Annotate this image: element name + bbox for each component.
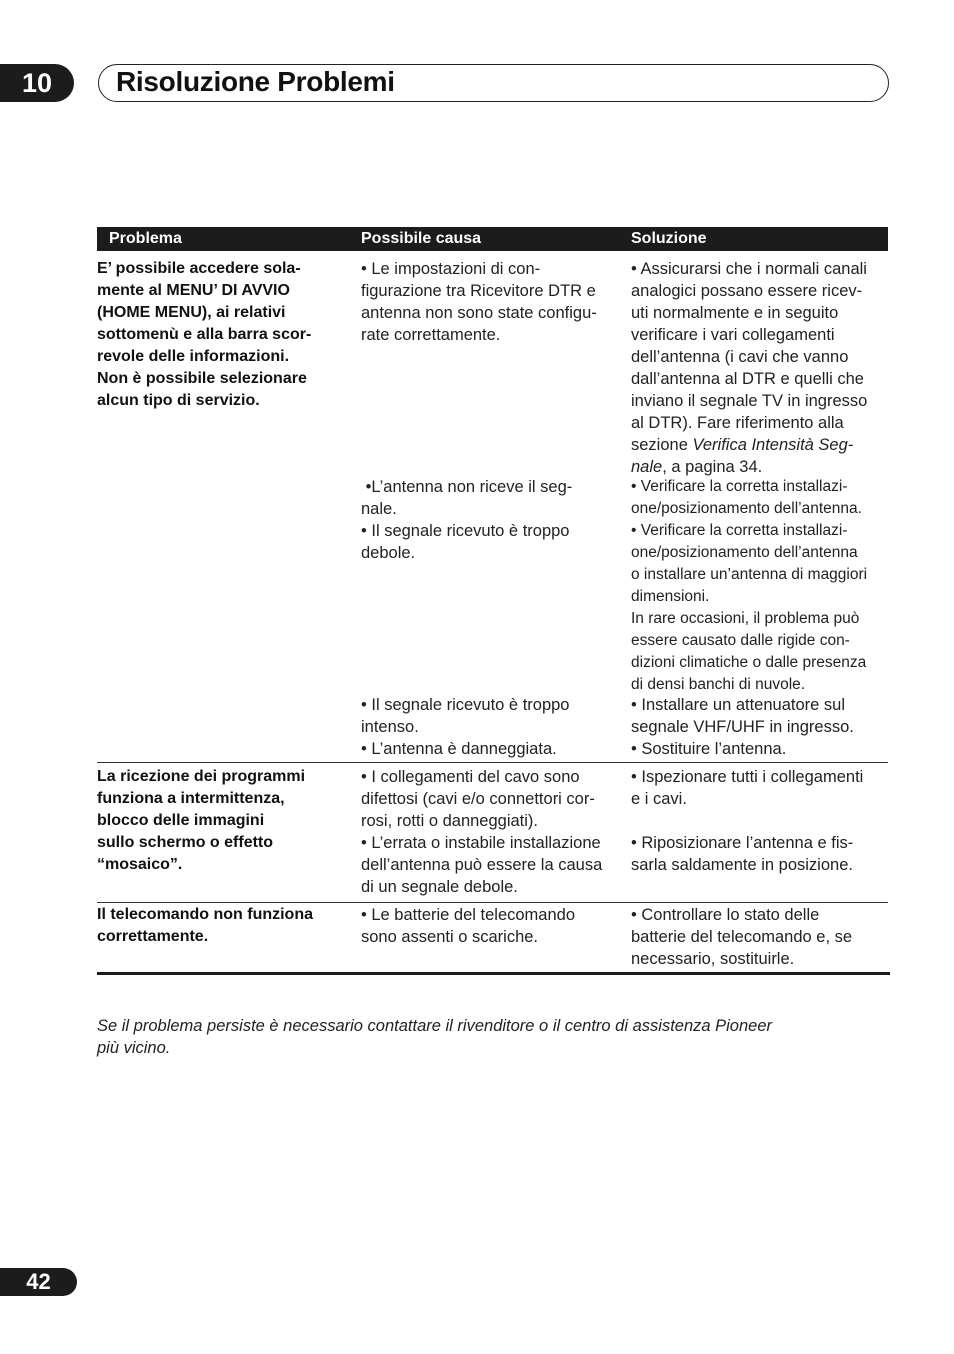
page-title-box (98, 64, 889, 102)
text-line: mente al MENU’ DI AVVIO (97, 282, 290, 299)
text-line: funziona a intermittenza, (97, 790, 285, 807)
text-line: segnale VHF/UHF in ingresso. (631, 718, 854, 736)
text-line: (HOME MENU), ai relativi (97, 304, 286, 321)
text-line: analogici possano essere ricev- (631, 282, 863, 300)
page-number-tab (0, 1268, 77, 1296)
row1-solution-a (631, 258, 867, 478)
text-line: verificare i vari collegamenti (631, 326, 835, 344)
text-line: rosi, rotti o danneggiati). (361, 812, 539, 830)
text-line: nale. (361, 500, 397, 518)
row1-cause-a (361, 258, 597, 346)
page-title: Risoluzione Problemi (116, 66, 395, 97)
text-line: e i cavi. (631, 790, 687, 808)
text-line: In rare occasioni, il problema può (631, 610, 860, 627)
section-reference: nale (631, 458, 663, 476)
text-line: sottomenù e alla barra scor- (97, 326, 312, 343)
text-line: Il telecomando non funziona (97, 906, 313, 923)
text-line: • I collegamenti del cavo sono (361, 768, 580, 786)
row2-problem (97, 766, 305, 876)
text-line: • Assicurarsi che i normali canali (631, 260, 867, 278)
text-line: antenna non sono state configu- (361, 304, 597, 322)
row2-solution-a (631, 766, 863, 810)
text-line: dell’antenna può essere la causa (361, 856, 603, 874)
text-line: “mosaico”. (97, 856, 183, 873)
text-line: di un segnale debole. (361, 878, 518, 896)
text-line: • Le batterie del telecomando (361, 906, 576, 924)
text-line: sullo schermo o effetto (97, 834, 274, 851)
text-line: E’ possibile accedere sola- (97, 260, 301, 277)
text-line: • Controllare lo stato delle (631, 906, 820, 924)
row3-cause (361, 904, 575, 948)
text-line: • Verificare la corretta installazi- (631, 478, 848, 495)
text-line: • Il segnale ricevuto è troppo (361, 696, 570, 714)
text-line: o installare un’antenna di maggiori (631, 566, 868, 583)
text-line: di densi banchi di nuvole. (631, 676, 806, 693)
text-line: uti normalmente e in seguito (631, 304, 839, 322)
row1-solution-b (631, 476, 867, 696)
text-line: • Installare un attenuatore sul (631, 696, 845, 714)
text-line: one/posizionamento dell’antenna (631, 544, 858, 561)
text-line: alcun tipo di servizio. (97, 392, 260, 409)
text-line: correttamente. (97, 928, 209, 945)
text-line: •L’antenna non riceve il seg- (361, 478, 573, 496)
row3-solution (631, 904, 852, 970)
text-fragment: sezione (631, 436, 693, 454)
text-line: blocco delle immagini (97, 812, 265, 829)
row2-solution-b (631, 832, 853, 876)
column-header-problem: Problema (109, 230, 182, 247)
footnote (97, 1015, 897, 1059)
row1-cause-b (361, 476, 572, 564)
text-line: dall’antenna al DTR e quelli che (631, 370, 864, 388)
text-line: necessario, sostituirle. (631, 950, 795, 968)
row1-problem (97, 258, 311, 412)
text-line: inviano il segnale TV in ingresso (631, 392, 868, 410)
section-reference: Verifica Intensità Seg- (692, 436, 854, 454)
row3-problem (97, 904, 313, 948)
text-line: batterie del telecomando e, se (631, 928, 853, 946)
row-divider (97, 762, 888, 763)
text-line: revole delle informazioni. (97, 348, 290, 365)
text-line: Non è possibile selezionare (97, 370, 307, 387)
text-line (631, 456, 867, 478)
chapter-number: 10 (21, 67, 53, 98)
text-line: one/posizionamento dell’antenna. (631, 500, 862, 517)
text-line: sarla saldamente in posizione. (631, 856, 853, 874)
text-line: La ricezione dei programmi (97, 768, 306, 785)
text-line: debole. (361, 544, 416, 562)
text-line: • Verificare la corretta installazi- (631, 522, 848, 539)
text-line: dizioni climatiche o dalle presenza (631, 654, 867, 671)
row1-solution-c (631, 694, 854, 760)
text-line: Se il problema persiste è necessario contattare il rivenditore o il centro di assistenza Pioneer (97, 1017, 773, 1035)
text-line: rate correttamente. (361, 326, 501, 344)
row1-cause-c (361, 694, 569, 760)
text-line: dell’antenna (i cavi che vanno (631, 348, 849, 366)
column-header-solution: Soluzione (631, 230, 707, 247)
text-line: difettosi (cavi e/o connettori cor- (361, 790, 595, 808)
text-line (631, 434, 867, 456)
text-line: • L’antenna è danneggiata. (361, 740, 557, 758)
row2-cause (361, 766, 602, 898)
text-line: sono assenti o scariche. (361, 928, 539, 946)
row-divider (97, 902, 888, 903)
text-line: • Riposizionare l’antenna e fis- (631, 834, 854, 852)
text-fragment: , a pagina 34. (662, 458, 763, 476)
text-line: • L’errata o instabile installazione (361, 834, 601, 852)
text-line: figurazione tra Ricevitore DTR e (361, 282, 596, 300)
text-line: • Il segnale ricevuto è troppo (361, 522, 570, 540)
table-bottom-rule (97, 972, 890, 975)
table-header (97, 227, 888, 251)
chapter-number-tab (0, 64, 74, 102)
text-line: dimensioni. (631, 588, 710, 605)
text-line: • Ispezionare tutti i collegamenti (631, 768, 864, 786)
text-line: essere causato dalle rigide con- (631, 632, 850, 649)
column-header-cause: Possibile causa (361, 230, 482, 247)
text-line: intenso. (361, 718, 419, 736)
page-number: 42 (26, 1269, 51, 1294)
text-line: • Sostituire l’antenna. (631, 740, 787, 758)
text-line: • Le impostazioni di con- (361, 260, 541, 278)
text-line: al DTR). Fare riferimento alla (631, 414, 844, 432)
text-line: più vicino. (97, 1039, 171, 1057)
